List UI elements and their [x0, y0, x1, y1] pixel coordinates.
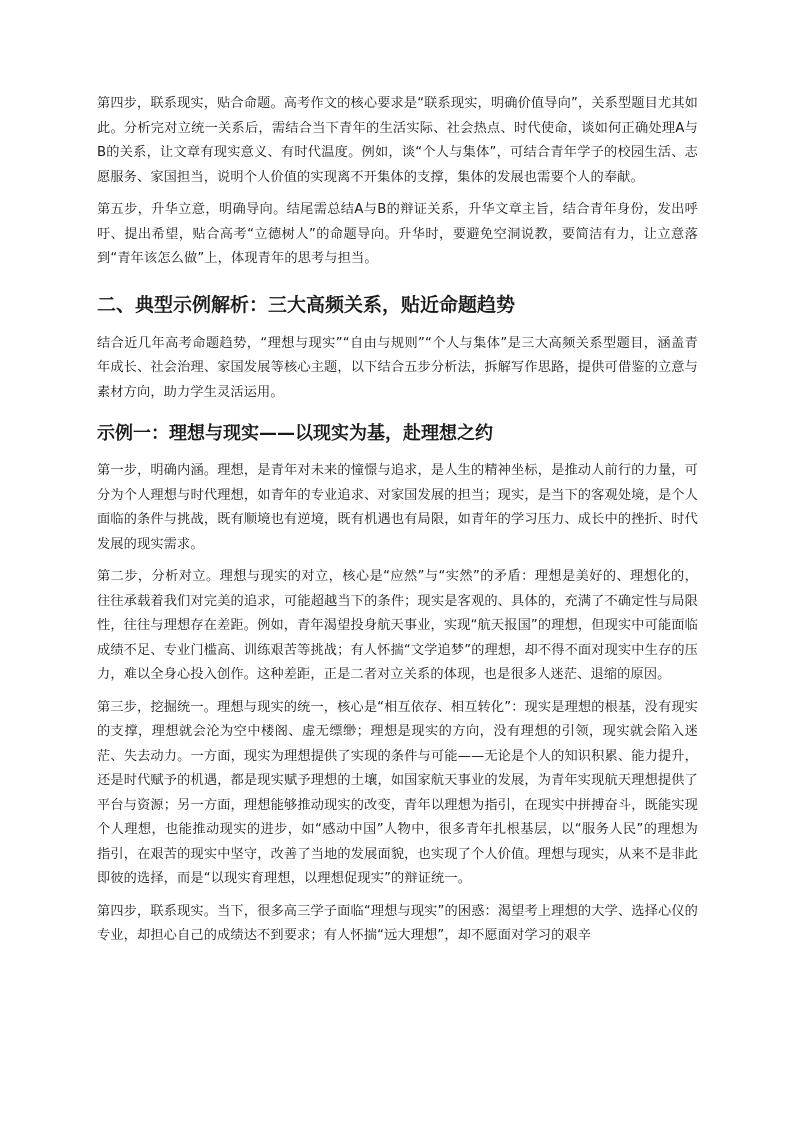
- example-step-two: 第二步，分析对立。理想与现实的对立，核心是“应然”与“实然”的矛盾：理想是美好的、理想化的，往往承载着我们对完美的追求，可能超越当下的条件；现实是客观的、具体的，充满了不确定性与局限性，往往与理想存在差距。例如，青年渴望投身航天事业，实现“航天报国”的理想，但现实中可能面临成绩不足、专业门槛高、训练艰苦等挑战；有人怀揣“文学追梦”的理想，却不得不面对现实中生存的压力，难以全身心投入创作。这种差距，正是二者对立关系的体现，也是很多人迷茫、退缩的原因。: [97, 569, 698, 682]
- example-step-four: 第四步，联系现实。当下，很多高三学子面临“理想与现实”的困惑：渴望考上理想的大学、选择心仪的专业，却担心自己的成绩达不到要求；有人怀揣“远大理想”，却不愿面对学习的艰辛: [97, 903, 698, 943]
- example-heading: 示例一：理想与现实——以现实为基，赴理想之约: [97, 423, 493, 444]
- example-step-one: 第一步，明确内涵。理想，是青年对未来的憧憬与追求，是人生的精神坐标，是推动人前行的力量，可分为个人理想与时代理想，如青年的专业追求、对家国发展的担当；现实，是当下的客观处境，是个人面临的条件与挑战，既有顺境也有逆境，既有机遇也有局限，如青年的学习压力、成长中的挫折、时代发展的现实需求。: [97, 463, 698, 552]
- paragraph-step-four: 第四步，联系现实，贴合命题。高考作文的核心要求是“联系现实，明确价值导向”，关系型题目尤其如此。分析完对立统一关系后，需结合当下青年的生活实际、社会热点、时代使命，谈如何正确处理A与B的关系，让文章有现实意义、有时代温度。例如，谈“个人与集体”，可结合青年学子的校园生活、志愿服务、家国担当，说明个人价值的实现离不开集体的支撑，集体的发展也需要个人的奉献。: [97, 96, 698, 185]
- section-intro-paragraph: 结合近几年高考命题趋势，“理想与现实”“自由与规则”“个人与集体”是三大高频关系型题目，涵盖青年成长、社会治理、家国发展等核心主题，以下结合五步分析法，拆解写作思路，提供可借鉴的立意与素材方向，助力学生灵活运用。: [97, 335, 698, 400]
- section-heading: 二、典型示例解析：三大高频关系，贴近命题趋势: [97, 293, 516, 316]
- paragraph-step-five: 第五步，升华立意，明确导向。结尾需总结A与B的辩证关系，升华文章主旨，结合青年身份，发出呼吁、提出希望，贴合高考“立德树人”的命题导向。升华时，要避免空洞说教，要简洁有力，让立意落到“青年该怎么做”上，体现青年的思考与担当。: [97, 202, 698, 266]
- example-step-three: 第三步，挖掘统一。理想与现实的统一，核心是“相互依存、相互转化”：现实是理想的根基，没有现实的支撑，理想就会沦为空中楼阁、虚无缥缈；理想是现实的方向，没有理想的引领，现实就会陷入迷茫、失去动力。一方面，现实为理想提供了实现的条件与可能——无论是个人的知识积累、能力提升，还是时代赋予的机遇，都是现实赋予理想的土壤，如国家航天事业的发展，为青年实现航天理想提供了平台与资源；另一方面，理想能够推动现实的改变，青年以理想为指引，在现实中拼搏奋斗，既能实现个人理想，也能推动现实的进步，如“感动中国”人物中，很多青年扎根基层，以“服务人民”的理想为指引，在艰苦的现实中坚守，改善了当地的发展面貌，也实现了个人价值。理想与现实，从来不是非此即彼的选择，而是“以现实育理想，以理想促现实”的辩证统一。: [97, 699, 698, 886]
